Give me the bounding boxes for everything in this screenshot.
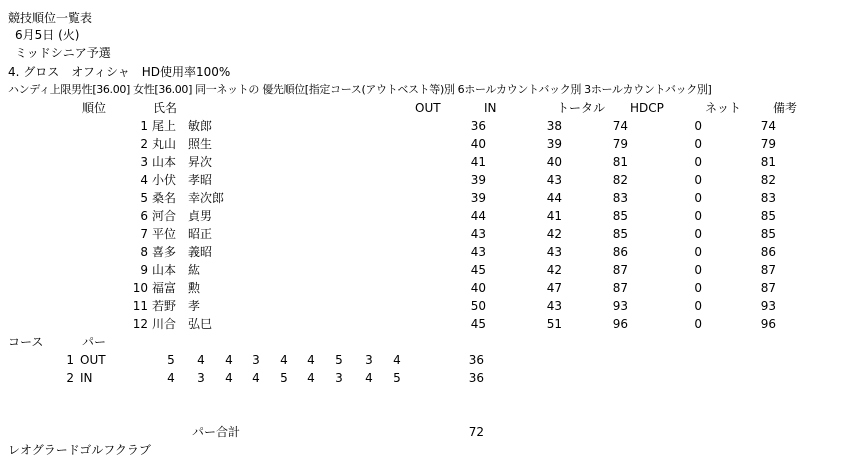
name-cell: 喜多 義昭 bbox=[152, 245, 213, 259]
net-cell: 0 bbox=[694, 317, 702, 331]
hole-par: 5 bbox=[335, 353, 343, 367]
hole-par: 4 bbox=[197, 353, 205, 367]
net-cell: 0 bbox=[694, 173, 702, 187]
col-net: ネット bbox=[705, 101, 742, 115]
name-cell: 福富 勲 bbox=[152, 281, 201, 295]
total-cell: 40 bbox=[546, 155, 562, 169]
col-hdcp: HDCP bbox=[630, 101, 664, 115]
course-name: IN bbox=[80, 371, 93, 385]
in-cell: 44 bbox=[470, 209, 486, 223]
event-date: 6月5日 (火) bbox=[15, 28, 80, 42]
note-cell: 96 bbox=[760, 317, 776, 331]
name-cell: 山本 紘 bbox=[152, 263, 201, 277]
hole-par: 4 bbox=[167, 371, 175, 385]
in-cell: 40 bbox=[470, 137, 486, 151]
in-cell: 36 bbox=[470, 119, 486, 133]
hole-par: 4 bbox=[225, 353, 233, 367]
name-cell: 河合 貞男 bbox=[152, 209, 213, 223]
note-cell: 87 bbox=[760, 281, 776, 295]
hdcp-cell: 79 bbox=[612, 137, 628, 151]
in-cell: 41 bbox=[470, 155, 486, 169]
hole-par: 4 bbox=[365, 371, 373, 385]
hdcp-cell: 81 bbox=[612, 155, 628, 169]
hdcp-cell: 93 bbox=[612, 299, 628, 313]
hdcp-cell: 96 bbox=[612, 317, 628, 331]
note-cell: 82 bbox=[760, 173, 776, 187]
total-cell: 47 bbox=[546, 281, 562, 295]
event-name: ミッドシニア予選 bbox=[15, 46, 111, 60]
hdcp-cell: 86 bbox=[612, 245, 628, 259]
hdcp-cell: 85 bbox=[612, 209, 628, 223]
hole-par: 3 bbox=[197, 371, 205, 385]
note-cell: 85 bbox=[760, 227, 776, 241]
note-cell: 87 bbox=[760, 263, 776, 277]
name-cell: 若野 孝 bbox=[152, 299, 201, 313]
in-cell: 45 bbox=[470, 263, 486, 277]
rank-cell: 9 bbox=[140, 263, 148, 277]
par-total-value: 72 bbox=[468, 425, 484, 439]
hole-par: 5 bbox=[280, 371, 288, 385]
rank-cell: 1 bbox=[140, 119, 148, 133]
note-cell: 83 bbox=[760, 191, 776, 205]
hole-par: 5 bbox=[393, 371, 401, 385]
rank-cell: 4 bbox=[140, 173, 148, 187]
note-cell: 74 bbox=[760, 119, 776, 133]
hole-par: 3 bbox=[335, 371, 343, 385]
page-title: 競技順位一覧表 bbox=[8, 11, 93, 25]
rank-cell: 2 bbox=[140, 137, 148, 151]
rank-cell: 6 bbox=[140, 209, 148, 223]
net-cell: 0 bbox=[694, 191, 702, 205]
rank-cell: 3 bbox=[140, 155, 148, 169]
note-cell: 93 bbox=[760, 299, 776, 313]
note-cell: 79 bbox=[760, 137, 776, 151]
total-cell: 44 bbox=[546, 191, 562, 205]
rank-cell: 5 bbox=[140, 191, 148, 205]
net-cell: 0 bbox=[694, 299, 702, 313]
total-cell: 41 bbox=[546, 209, 562, 223]
hdcp-cell: 87 bbox=[612, 263, 628, 277]
course-no: 1 bbox=[66, 353, 74, 367]
rank-cell: 11 bbox=[132, 299, 148, 313]
rank-cell: 10 bbox=[132, 281, 148, 295]
in-cell: 45 bbox=[470, 317, 486, 331]
total-cell: 39 bbox=[546, 137, 562, 151]
hdcp-cell: 87 bbox=[612, 281, 628, 295]
col-total: トータル bbox=[557, 101, 606, 115]
rank-cell: 8 bbox=[140, 245, 148, 259]
name-cell: 山本 昇次 bbox=[152, 155, 213, 169]
name-cell: 丸山 照生 bbox=[152, 137, 213, 151]
net-cell: 0 bbox=[694, 227, 702, 241]
hole-par: 3 bbox=[365, 353, 373, 367]
total-cell: 42 bbox=[546, 227, 562, 241]
hdcp-cell: 85 bbox=[612, 227, 628, 241]
name-cell: 川合 弘巳 bbox=[152, 317, 213, 331]
par-total-label: パー合計 bbox=[192, 425, 241, 439]
net-cell: 0 bbox=[694, 281, 702, 295]
rank-cell: 7 bbox=[140, 227, 148, 241]
net-cell: 0 bbox=[694, 245, 702, 259]
total-cell: 43 bbox=[546, 173, 562, 187]
in-cell: 43 bbox=[470, 227, 486, 241]
col-name: 氏名 bbox=[153, 101, 178, 115]
total-cell: 51 bbox=[546, 317, 562, 331]
hole-par: 4 bbox=[307, 353, 315, 367]
hdcp-cell: 74 bbox=[612, 119, 628, 133]
hdcp-cell: 82 bbox=[612, 173, 628, 187]
course-par-sum: 36 bbox=[468, 353, 484, 367]
course-par-sum: 36 bbox=[468, 371, 484, 385]
hole-par: 4 bbox=[252, 371, 260, 385]
course-name: OUT bbox=[80, 353, 106, 367]
in-cell: 40 bbox=[470, 281, 486, 295]
tie-break-rule: ハンディ上限男性[36.00] 女性[36.00] 同一ネットの 優先順位[指定コース(アウトベスト等)別 6ホールカウントバック別 3ホールカウントバック別] bbox=[8, 83, 712, 96]
course-label: コース bbox=[8, 335, 44, 349]
hole-par: 4 bbox=[225, 371, 233, 385]
note-cell: 85 bbox=[760, 209, 776, 223]
col-note: 備考 bbox=[773, 101, 798, 115]
in-cell: 43 bbox=[470, 245, 486, 259]
net-cell: 0 bbox=[694, 119, 702, 133]
in-cell: 39 bbox=[470, 191, 486, 205]
name-cell: 小伏 孝昭 bbox=[152, 173, 213, 187]
name-cell: 尾上 敏郎 bbox=[152, 119, 213, 133]
net-cell: 0 bbox=[694, 209, 702, 223]
col-in: IN bbox=[484, 101, 497, 115]
course-no: 2 bbox=[66, 371, 74, 385]
hole-par: 4 bbox=[307, 371, 315, 385]
club-name: レオグラードゴルフクラブ bbox=[8, 443, 151, 457]
name-cell: 平位 昭正 bbox=[152, 227, 213, 241]
net-cell: 0 bbox=[694, 155, 702, 169]
hole-par: 4 bbox=[393, 353, 401, 367]
hole-par: 5 bbox=[167, 353, 175, 367]
in-cell: 50 bbox=[470, 299, 486, 313]
col-rank: 順位 bbox=[82, 101, 107, 115]
rank-cell: 12 bbox=[132, 317, 148, 331]
in-cell: 39 bbox=[470, 173, 486, 187]
note-cell: 81 bbox=[760, 155, 776, 169]
hole-par: 4 bbox=[280, 353, 288, 367]
net-cell: 0 bbox=[694, 263, 702, 277]
net-cell: 0 bbox=[694, 137, 702, 151]
col-out: OUT bbox=[415, 101, 441, 115]
note-cell: 86 bbox=[760, 245, 776, 259]
name-cell: 桑名 幸次郎 bbox=[152, 191, 225, 205]
hole-par: 3 bbox=[252, 353, 260, 367]
scoring-condition: 4. グロス オフィシャ HD使用率100% bbox=[8, 65, 231, 79]
total-cell: 38 bbox=[546, 119, 562, 133]
hdcp-cell: 83 bbox=[612, 191, 628, 205]
total-cell: 43 bbox=[546, 245, 562, 259]
total-cell: 42 bbox=[546, 263, 562, 277]
par-label: パー bbox=[82, 335, 107, 349]
total-cell: 43 bbox=[546, 299, 562, 313]
